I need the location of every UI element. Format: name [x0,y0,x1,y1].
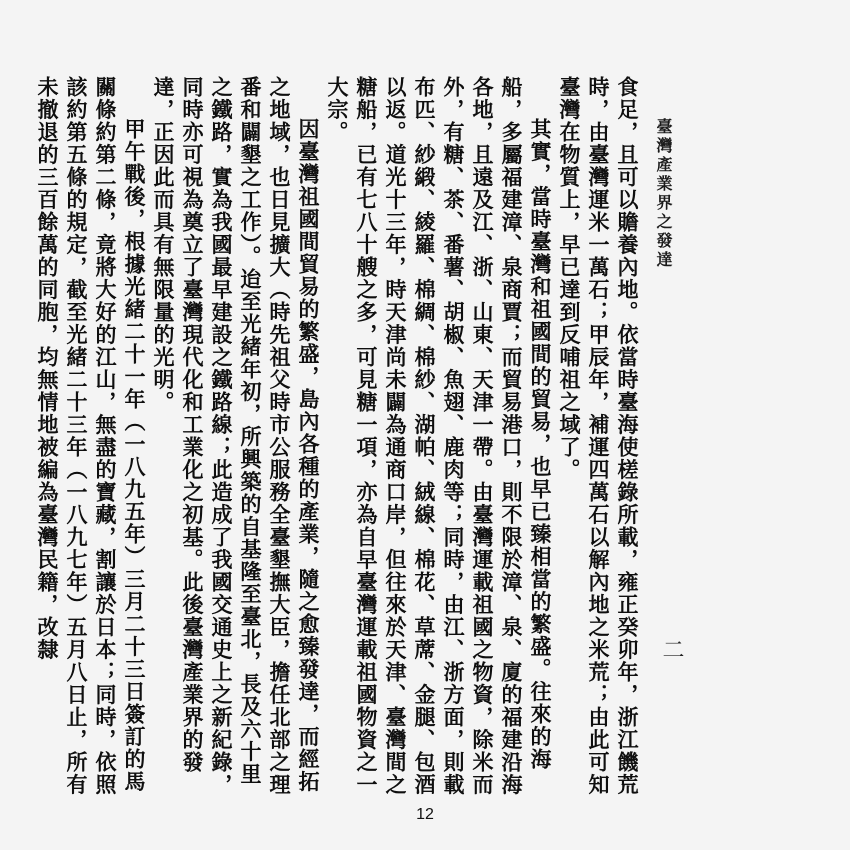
paragraph-1: 食足，且可以贍養內地。依當時臺海使槎錄所載，雍正癸卯年，浙江饑荒時，由臺灣運米一萬石；甲辰年，補運四萬石以解內地之米荒；由此可知臺灣在物質上，早已達到反哺祖之域了。 [557,76,640,796]
paragraph-4: 甲午戰後，根據光緒二十一年（一八九五年）三月二十三日簽訂的馬關條約第二條，竟將大好的江山，無盡的寶藏，割讓於日本；同時，依照該約第五條的規定，截至光緒二十三年（一八九七年）五月八日止，所有未撤退的三百餘萬的同胞，均無情地被編為臺灣民籍，改隸 [35,76,147,796]
body-text [35,76,642,804]
paragraph-2: 其實，當時臺灣和祖國間的貿易，也早已臻相當的繁盛。往來的海船，多屬福建漳、泉商賈；而貿易港口，則不限於漳、泉、廈的福建沿海各地，且遠及江、浙、山東、天津一帶。由臺灣運載祖國之物資，除米而外，有糖、茶、番薯、胡椒、魚翅、鹿肉等；同時，由江、浙方面，則載布匹、紗緞、綾羅、棉綢、棉紗、湖帕、絨線、棉花、草蓆、金腿、包酒以返。道光十三年，時天津尚未闢為通商口岸，但往來於天津、臺灣間之糖船，已有七八十艘之多，可見糖一項，亦為自早臺灣運載祖國物資之一大宗。 [325,76,553,796]
side-page-number: 二 [659,638,684,660]
page-number: 12 [416,806,434,823]
running-title: 臺灣產業界之發達 [654,118,673,270]
paragraph-3: 因臺灣祖國間貿易的繁盛，島內各種的產業，隨之愈臻發達，而經拓之地域，也日見擴大（時先祖父時市公服務全臺墾撫大臣，擔任北部之理番和闢墾之工作）。迨至光緒年初，所興築的自基隆至臺北，長及六十里之鐵路，實為我國最早建設之鐵路線；此造成了我國交通史上之新紀錄，同時亦可視為奠立了臺灣現代化和工業化之初基。此後臺灣產業界的發達，正因此而具有無限量的光明。 [151,76,321,796]
